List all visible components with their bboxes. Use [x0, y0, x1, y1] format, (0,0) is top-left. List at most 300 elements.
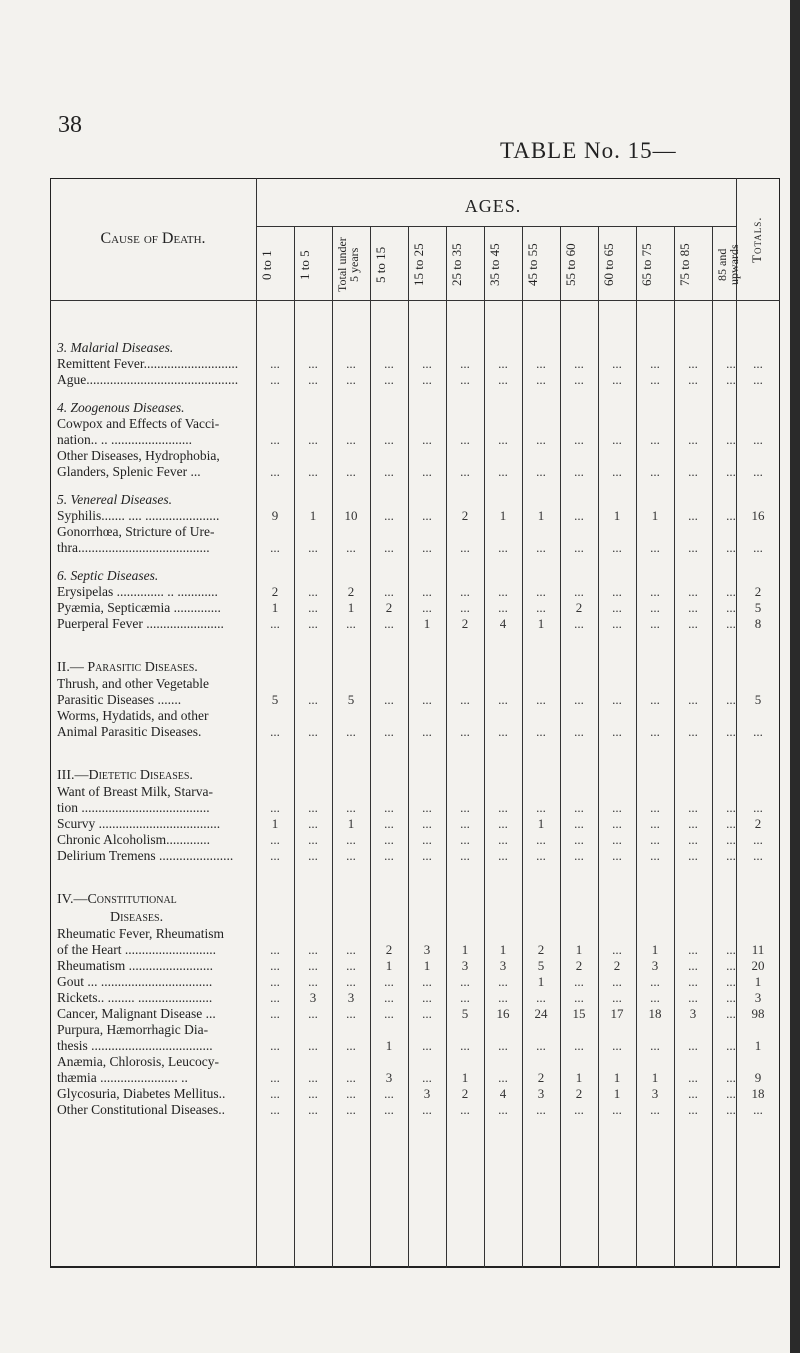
row-label: Puerperal Fever ....................... — [57, 616, 224, 631]
table-cell: 3 — [309, 990, 317, 1005]
table-cell: 4 — [499, 1086, 507, 1101]
section-heading: IV.—Constitutional — [57, 892, 177, 907]
table-cell: ... — [650, 974, 660, 989]
table-cell: ... — [536, 432, 546, 447]
table-cell: ... — [726, 372, 736, 387]
table-cell: ... — [688, 356, 698, 371]
table-cell: ... — [574, 974, 584, 989]
table-cell: 5 — [461, 1006, 469, 1021]
table-cell: 3 — [651, 958, 659, 973]
total-cell: 5 — [754, 692, 762, 707]
table-cell: ... — [270, 540, 280, 555]
table-cell: ... — [308, 464, 318, 479]
table-cell: 2 — [461, 508, 469, 523]
row-label: Animal Parasitic Diseases. — [57, 724, 202, 739]
section-heading: II.— Parasitic Diseases. — [57, 660, 198, 675]
table-cell: 3 — [499, 958, 507, 973]
table-cell: ... — [270, 1038, 280, 1053]
row-label: Rickets.. ........ ...................... — [57, 990, 213, 1005]
table-cell: ... — [384, 356, 394, 371]
table-cell: ... — [574, 800, 584, 815]
table-cell: ... — [536, 1102, 546, 1117]
table-cell: ... — [460, 990, 470, 1005]
section-heading: Diseases. — [110, 910, 164, 925]
table-cell: ... — [270, 724, 280, 739]
table-cell: ... — [688, 616, 698, 631]
row-label: Parasitic Diseases ....... — [57, 692, 182, 707]
table-cell: 1 — [537, 974, 545, 989]
table-cell: ... — [650, 990, 660, 1005]
row-label-line: Other Diseases, Hydrophobia, — [57, 448, 220, 463]
table-cell: ... — [270, 990, 280, 1005]
table-cell: ... — [308, 372, 318, 387]
table-cell: ... — [498, 1102, 508, 1117]
table-cell: ... — [346, 848, 356, 863]
table-cell: ... — [726, 1006, 736, 1021]
table-cell: ... — [536, 800, 546, 815]
total-cell: 3 — [754, 990, 762, 1005]
table-cell: ... — [422, 540, 432, 555]
table-cell: ... — [498, 584, 508, 599]
table-cell: 2 — [575, 1086, 583, 1101]
table-cell: ... — [498, 832, 508, 847]
table-cell: 1 — [271, 600, 279, 615]
table-cell: ... — [650, 432, 660, 447]
table-cell: 1 — [347, 816, 355, 831]
table-cell: ... — [574, 372, 584, 387]
table-cell: ... — [384, 1086, 394, 1101]
age-column-header: 55 to 60 — [563, 243, 578, 287]
row-label: Erysipelas .............. .. ............ — [57, 584, 218, 599]
table-cell: 1 — [613, 508, 621, 523]
table-cell: ... — [308, 432, 318, 447]
row-label: Ague............................................. — [57, 372, 239, 387]
table-cell: ... — [270, 1070, 280, 1085]
table-cell: ... — [688, 1102, 698, 1117]
table-cell: ... — [688, 724, 698, 739]
row-rule — [256, 226, 736, 227]
section-heading: 5. Venereal Diseases. — [57, 492, 172, 507]
table-cell: ... — [308, 1006, 318, 1021]
row-label-line: Worms, Hydatids, and other — [57, 708, 209, 723]
table-cell: 24 — [534, 1006, 548, 1021]
table-cell: ... — [650, 816, 660, 831]
table-cell: ... — [422, 464, 432, 479]
table-cell: ... — [574, 832, 584, 847]
table-cell: 1 — [309, 508, 317, 523]
table-cell: ... — [308, 1086, 318, 1101]
row-label: Syphilis....... .... ...................... — [57, 508, 220, 523]
table-cell: ... — [612, 816, 622, 831]
age-column-header: 75 to 85 — [677, 243, 692, 287]
table-cell: ... — [498, 974, 508, 989]
table-cell: ... — [574, 816, 584, 831]
table-cell: ... — [536, 584, 546, 599]
table-cell: ... — [612, 942, 622, 957]
table-cell: ... — [612, 1038, 622, 1053]
table-cell: ... — [308, 1102, 318, 1117]
table-cell: ... — [460, 1038, 470, 1053]
total-cell: ... — [753, 356, 763, 371]
table-cell: 1 — [613, 1086, 621, 1101]
table-cell: ... — [612, 974, 622, 989]
table-cell: ... — [726, 1102, 736, 1117]
total-cell: 2 — [754, 584, 762, 599]
total-cell: 5 — [754, 600, 762, 615]
table-cell: ... — [422, 1102, 432, 1117]
table-cell: ... — [460, 724, 470, 739]
table-cell: ... — [726, 540, 736, 555]
table-cell: ... — [346, 724, 356, 739]
table-cell: 2 — [385, 942, 393, 957]
table-cell: ... — [460, 848, 470, 863]
table-cell: ... — [460, 832, 470, 847]
table-cell: ... — [650, 464, 660, 479]
table-cell: ... — [346, 974, 356, 989]
table-cell: ... — [536, 832, 546, 847]
table-cell: ... — [346, 1102, 356, 1117]
table-cell: ... — [726, 356, 736, 371]
table-cell: ... — [498, 848, 508, 863]
ages-header: AGES. — [464, 196, 522, 216]
table-cell: ... — [688, 432, 698, 447]
table-cell: ... — [688, 974, 698, 989]
table-cell: ... — [650, 600, 660, 615]
table-cell: 1 — [385, 1038, 393, 1053]
table-cell: ... — [384, 816, 394, 831]
row-label: Remittent Fever............................ — [57, 356, 239, 371]
table-cell: ... — [270, 464, 280, 479]
table-cell: ... — [422, 508, 432, 523]
table-cell: ... — [574, 508, 584, 523]
table-cell: ... — [726, 616, 736, 631]
table-cell: 2 — [575, 958, 583, 973]
table-cell: ... — [346, 800, 356, 815]
table-cell: ... — [270, 1086, 280, 1101]
table-cell: ... — [650, 540, 660, 555]
table-cell: ... — [270, 958, 280, 973]
table-cell: ... — [574, 464, 584, 479]
table-cell: 2 — [613, 958, 621, 973]
table-cell: ... — [688, 584, 698, 599]
table-cell: ... — [536, 356, 546, 371]
table-cell: ... — [270, 832, 280, 847]
table-cell: ... — [384, 464, 394, 479]
age-column-header: 45 to 55 — [525, 243, 540, 287]
table-cell: ... — [422, 584, 432, 599]
table-cell: ... — [650, 848, 660, 863]
table-cell: ... — [536, 600, 546, 615]
table-cell: ... — [574, 724, 584, 739]
table-cell: 4 — [499, 616, 507, 631]
table-cell: ... — [308, 692, 318, 707]
table-cell: ... — [498, 800, 508, 815]
table-cell: ... — [460, 356, 470, 371]
table-cell: ... — [574, 432, 584, 447]
row-rule — [50, 300, 780, 301]
section-heading: 6. Septic Diseases. — [57, 568, 159, 583]
row-label-line: Cowpox and Effects of Vacci- — [57, 416, 220, 431]
age-column-header: 0 to 1 — [259, 250, 274, 280]
table-cell: ... — [346, 958, 356, 973]
total-cell: 1 — [754, 1038, 762, 1053]
table-cell: 9 — [271, 508, 279, 523]
table-cell: ... — [346, 1070, 356, 1085]
table-cell: ... — [346, 616, 356, 631]
table-cell: ... — [688, 942, 698, 957]
table-cell: ... — [422, 372, 432, 387]
table-cell: ... — [574, 540, 584, 555]
table-cell: ... — [726, 600, 736, 615]
table-cell: ... — [422, 724, 432, 739]
total-cell: ... — [753, 432, 763, 447]
table-cell: ... — [650, 356, 660, 371]
table-cell: ... — [422, 816, 432, 831]
total-cell: ... — [753, 372, 763, 387]
table-cell: ... — [650, 832, 660, 847]
table-cell: ... — [612, 616, 622, 631]
table-cell: ... — [308, 816, 318, 831]
table-cell: 2 — [271, 584, 279, 599]
age-column-header: 35 to 45 — [487, 243, 502, 287]
row-label-line: Thrush, and other Vegetable — [57, 676, 209, 691]
table-cell: ... — [422, 692, 432, 707]
table-cell: ... — [346, 540, 356, 555]
table-cell: ... — [346, 1038, 356, 1053]
table-cell: ... — [612, 990, 622, 1005]
row-label: Glanders, Splenic Fever ... — [57, 464, 201, 479]
table-cell: ... — [688, 1070, 698, 1085]
table-cell: ... — [688, 990, 698, 1005]
row-label: thra....................................... — [57, 540, 210, 555]
table-cell: ... — [460, 372, 470, 387]
table-cell: ... — [574, 990, 584, 1005]
table-cell: 2 — [537, 942, 545, 957]
table-cell: 10 — [344, 508, 358, 523]
table-cell: 1 — [537, 508, 545, 523]
table-cell: 1 — [461, 942, 469, 957]
table-cell: 2 — [385, 600, 393, 615]
table-cell: ... — [346, 372, 356, 387]
table-cell: 3 — [651, 1086, 659, 1101]
row-label: Glycosuria, Diabetes Mellitus.. — [57, 1086, 226, 1101]
table-cell: ... — [688, 958, 698, 973]
table-cell: ... — [422, 990, 432, 1005]
table-cell: ... — [688, 832, 698, 847]
table-cell: ... — [308, 584, 318, 599]
table-cell: 3 — [347, 990, 355, 1005]
table-cell: ... — [460, 800, 470, 815]
table-cell: ... — [422, 1038, 432, 1053]
table-cell: 5 — [271, 692, 279, 707]
table-cell: ... — [422, 1070, 432, 1085]
table-cell: ... — [384, 616, 394, 631]
table-cell: 1 — [651, 942, 659, 957]
table-cell: ... — [422, 600, 432, 615]
table-cell: ... — [688, 1038, 698, 1053]
total-cell: ... — [753, 848, 763, 863]
table-cell: ... — [308, 848, 318, 863]
page-edge — [790, 0, 800, 1353]
table-cell: ... — [612, 832, 622, 847]
row-label: Gout ... ................................. — [57, 974, 213, 989]
table-cell: ... — [270, 800, 280, 815]
table-cell: ... — [612, 584, 622, 599]
table-cell: ... — [384, 990, 394, 1005]
row-label: Rheumatism ......................... — [57, 958, 213, 973]
row-label: thesis .................................... — [57, 1038, 213, 1053]
table-cell: ... — [460, 464, 470, 479]
table-cell: ... — [270, 848, 280, 863]
table-cell: ... — [422, 832, 432, 847]
total-cell: ... — [753, 1102, 763, 1117]
table-cell: ... — [384, 974, 394, 989]
table-cell: ... — [574, 692, 584, 707]
table-cell: ... — [612, 600, 622, 615]
table-cell: ... — [612, 800, 622, 815]
table-cell: ... — [536, 540, 546, 555]
table-cell: ... — [726, 432, 736, 447]
cause-header: Cause of Death. — [100, 230, 206, 247]
table-cell: ... — [270, 372, 280, 387]
table-cell: 2 — [461, 1086, 469, 1101]
table-cell: ... — [612, 724, 622, 739]
table-cell: ... — [574, 1038, 584, 1053]
table-cell: ... — [688, 372, 698, 387]
table-cell: 5 — [537, 958, 545, 973]
table-cell: 2 — [575, 600, 583, 615]
table-title: TABLE No. 15— — [500, 138, 677, 163]
table-cell: ... — [498, 356, 508, 371]
table-cell: ... — [422, 432, 432, 447]
row-label: Pyæmia, Septicæmia .............. — [57, 600, 221, 615]
table-cell: 1 — [347, 600, 355, 615]
table-cell: ... — [574, 1102, 584, 1117]
table-cell: ... — [460, 600, 470, 615]
row-label: Scurvy .................................... — [57, 816, 221, 831]
table-cell: ... — [384, 432, 394, 447]
table-cell: ... — [650, 616, 660, 631]
table-cell: ... — [384, 1102, 394, 1117]
table-cell: ... — [270, 942, 280, 957]
table-cell: ... — [726, 816, 736, 831]
table-cell: ... — [346, 432, 356, 447]
table-cell: ... — [650, 692, 660, 707]
row-label-line: Anæmia, Chlorosis, Leucocy- — [57, 1054, 219, 1069]
table-cell: ... — [688, 464, 698, 479]
table-cell: ... — [536, 692, 546, 707]
table-cell: ... — [574, 356, 584, 371]
table-cell: ... — [384, 1006, 394, 1021]
table-cell: ... — [498, 1070, 508, 1085]
table-cell: ... — [726, 1086, 736, 1101]
table-cell: ... — [688, 540, 698, 555]
table-cell: ... — [460, 584, 470, 599]
table-cell: ... — [498, 464, 508, 479]
table-cell: 1 — [271, 816, 279, 831]
table-cell: ... — [270, 1102, 280, 1117]
table-cell: ... — [422, 974, 432, 989]
table-cell: ... — [726, 692, 736, 707]
table-cell: ... — [498, 432, 508, 447]
table-cell: ... — [536, 724, 546, 739]
table-cell: ... — [536, 372, 546, 387]
table-cell: ... — [650, 1038, 660, 1053]
table-cell: ... — [498, 540, 508, 555]
age-column-header: 60 to 65 — [601, 243, 616, 287]
table-cell: ... — [688, 508, 698, 523]
table-cell: 15 — [572, 1006, 586, 1021]
table-cell: 18 — [648, 1006, 662, 1021]
table-cell: 2 — [347, 584, 355, 599]
table-cell: ... — [460, 816, 470, 831]
totals-header: Totals. — [749, 216, 764, 264]
table-cell: ... — [422, 848, 432, 863]
row-label: nation.. .. ........................ — [57, 432, 192, 447]
table-cell: ... — [650, 372, 660, 387]
table-cell: ... — [346, 942, 356, 957]
table-cell: 2 — [461, 616, 469, 631]
table-cell: ... — [726, 508, 736, 523]
table-cell: ... — [270, 1006, 280, 1021]
table-cell: ... — [384, 724, 394, 739]
table-cell: ... — [726, 832, 736, 847]
table-cell: ... — [498, 372, 508, 387]
table-cell: ... — [688, 692, 698, 707]
table-cell: ... — [384, 800, 394, 815]
table-cell: ... — [726, 990, 736, 1005]
section-heading: 3. Malarial Diseases. — [57, 340, 174, 355]
row-label: Delirium Tremens ...................... — [57, 848, 234, 863]
table-cell: ... — [460, 974, 470, 989]
table-cell: ... — [308, 958, 318, 973]
page-number: 38 — [58, 112, 82, 138]
table-cell: ... — [270, 432, 280, 447]
table-cell: ... — [308, 1038, 318, 1053]
table-cell: ... — [308, 1070, 318, 1085]
table-cell: ... — [726, 848, 736, 863]
total-cell: 9 — [754, 1070, 762, 1085]
table-cell: ... — [498, 724, 508, 739]
table-cell: 1 — [537, 816, 545, 831]
table-cell: ... — [536, 464, 546, 479]
table-cell: 3 — [423, 1086, 431, 1101]
table-cell: ... — [498, 990, 508, 1005]
total-cell: ... — [753, 724, 763, 739]
total-cell: 11 — [751, 942, 765, 957]
table-cell: ... — [270, 356, 280, 371]
table-cell: ... — [384, 540, 394, 555]
table-cell: ... — [726, 974, 736, 989]
row-label-line: Want of Breast Milk, Starva- — [57, 784, 214, 799]
table-cell: ... — [498, 692, 508, 707]
age-column-header: 25 to 35 — [449, 243, 464, 287]
table-cell: ... — [384, 508, 394, 523]
age-column-header: Total under 5 years — [335, 237, 361, 293]
table-cell: ... — [384, 692, 394, 707]
table-cell: 1 — [537, 616, 545, 631]
table-cell: ... — [422, 1006, 432, 1021]
table-cell: ... — [726, 1038, 736, 1053]
table-cell: ... — [498, 600, 508, 615]
row-label: Chronic Alcoholism............. — [57, 832, 210, 847]
table-cell: ... — [726, 584, 736, 599]
table-cell: ... — [612, 372, 622, 387]
table-cell: ... — [650, 724, 660, 739]
table-cell: ... — [574, 584, 584, 599]
table-cell: ... — [308, 974, 318, 989]
table-cell: ... — [650, 800, 660, 815]
